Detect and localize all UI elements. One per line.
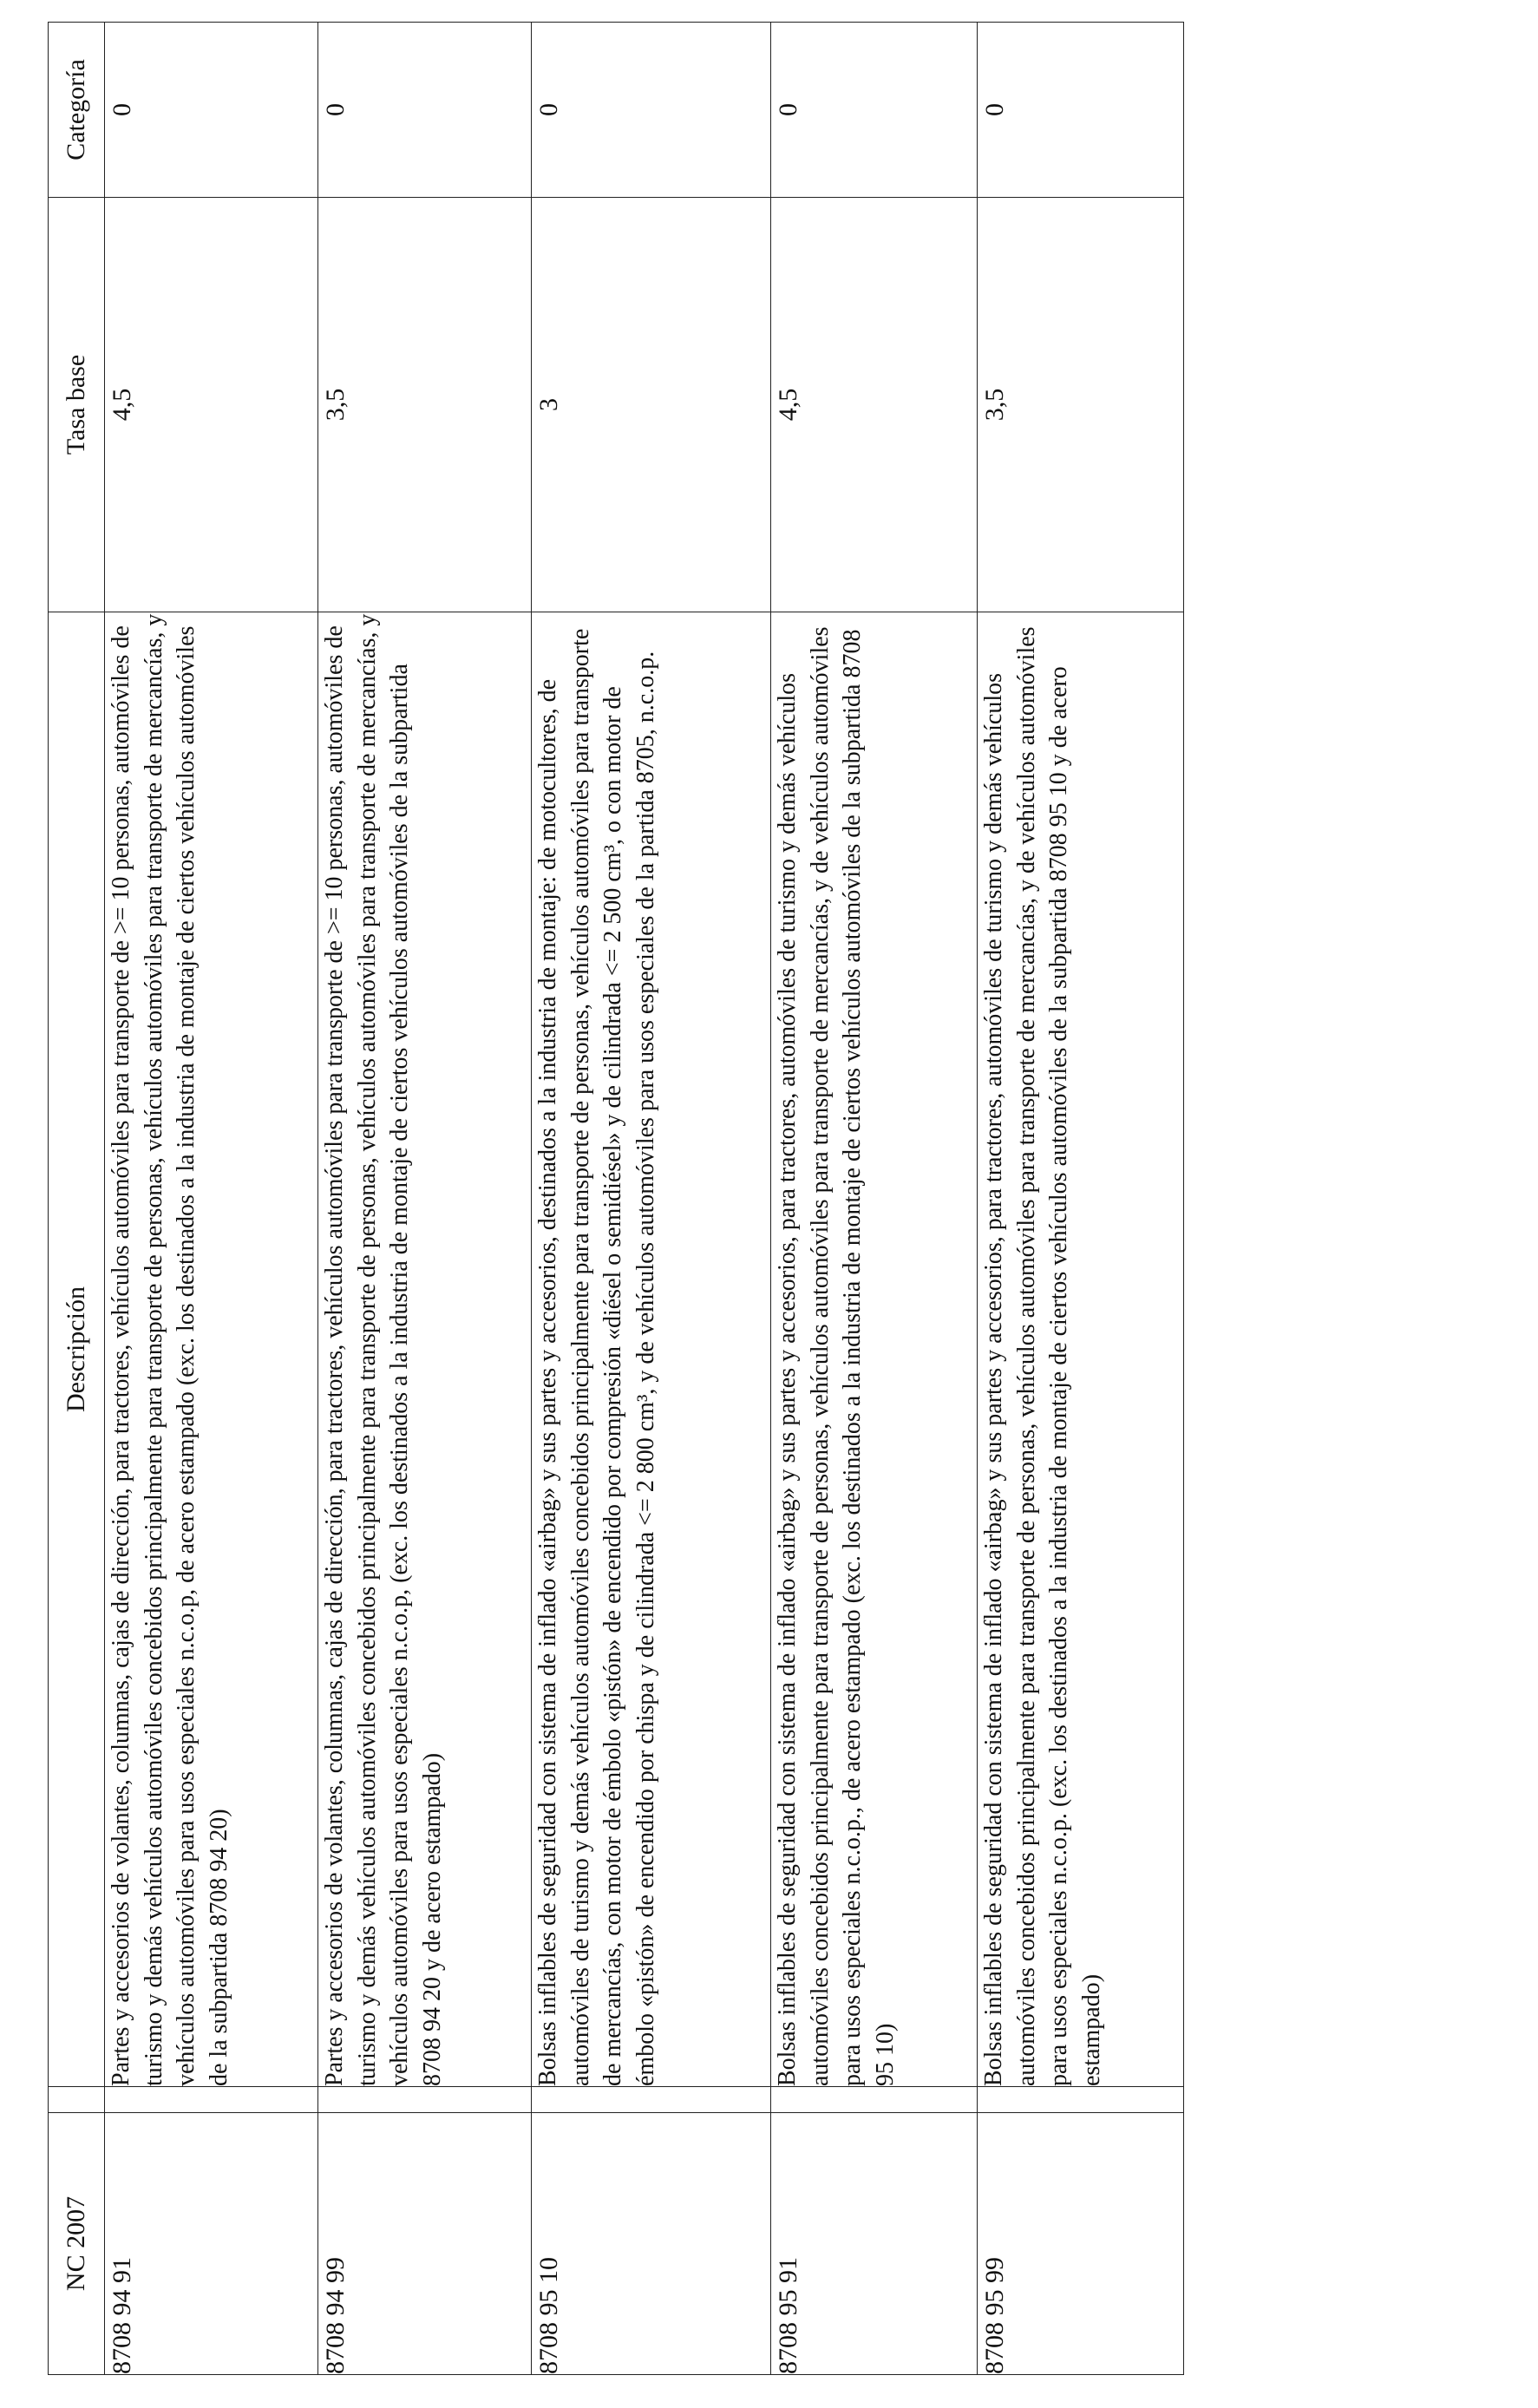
cell-description: Bolsas inflables de seguridad con sistema de inflado «airbag» y sus partes y accesorios, destinados a la industria de montaje: de motocultores, de automóviles de turismo y demás vehículos automóviles concebidos principalmente para transporte de personas, vehículos automóviles para transporte de mercancías, con motor de émbolo «pistón» de encendido por compresión «diésel o semidiésel» y de cilindrada <= 2 500 cm³, o con motor de émbolo «pistón» de encendido por chispa y de cilindrada <= 2 800 cm³, y de vehículos automóviles para usos especiales de la partida 8705, n.c.o.p.	[532, 612, 771, 2087]
cell-base-rate: 3	[532, 198, 771, 612]
header-base-rate: Tasa base	[49, 198, 105, 612]
cell-code: 8708 94 99	[318, 2113, 532, 2375]
cell-base-rate: 3,5	[318, 198, 532, 612]
cell-spacer	[532, 2087, 771, 2113]
cell-description: Bolsas inflables de seguridad con sistema de inflado «airbag» y sus partes y accesorios, para tractores, automóviles de turismo y demás vehículos automóviles concebidos principalmente para transporte de personas, vehículos automóviles para transporte de mercancías, y de vehículos automóviles para usos especiales n.c.o.p. (exc. los destinados a la industria de montaje de ciertos vehículos automóviles de la subpartida 8708 95 10 y de acero estampado)	[978, 612, 1184, 2087]
cell-description: Partes y accesorios de volantes, columnas, cajas de dirección, para tractores, vehículos automóviles para transporte de >= 10 personas, automóviles de turismo y demás vehículos automóviles concebidos principalmente para transporte de personas, vehículos automóviles para transporte de mercancías, y vehículos automóviles para usos especiales n.c.o.p, de acero estampado (exc. los destinados a la industria de montaje de ciertos vehículos automóviles de la subpartida 8708 94 20)	[105, 612, 318, 2087]
cell-spacer	[771, 2087, 978, 2113]
cell-base-rate: 4,5	[771, 198, 978, 612]
cell-category: 0	[978, 23, 1184, 198]
table-header-row	[49, 23, 105, 2375]
cell-description: Bolsas inflables de seguridad con sistema de inflado «airbag» y sus partes y accesorios, para tractores, automóviles de turismo y demás vehículos automóviles concebidos principalmente para transporte de personas, vehículos automóviles para transporte de mercancías, y de vehículos automóviles para usos especiales n.c.o.p., de acero estampado (exc. los destinados a la industria de montaje de ciertos vehículos automóviles de la subpartida 8708 95 10)	[771, 612, 978, 2087]
cell-category: 0	[771, 23, 978, 198]
header-spacer	[49, 2087, 105, 2113]
table-row	[105, 23, 318, 2375]
cell-base-rate: 3,5	[978, 198, 1184, 612]
table-row	[978, 23, 1184, 2375]
cell-code: 8708 95 10	[532, 2113, 771, 2375]
tariff-table	[48, 22, 1184, 2375]
cell-code: 8708 94 91	[105, 2113, 318, 2375]
cell-code: 8708 95 99	[978, 2113, 1184, 2375]
cell-category: 0	[318, 23, 532, 198]
table-row	[318, 23, 532, 2375]
header-category: Categoría	[49, 23, 105, 198]
table-row	[532, 23, 771, 2375]
cell-spacer	[105, 2087, 318, 2113]
table-row	[771, 23, 978, 2375]
rotated-page	[48, 23, 1182, 2375]
cell-base-rate: 4,5	[105, 198, 318, 612]
cell-spacer	[978, 2087, 1184, 2113]
cell-category: 0	[105, 23, 318, 198]
cell-description: Partes y accesorios de volantes, columnas, cajas de dirección, para tractores, vehículos automóviles para transporte de >= 10 personas, automóviles de turismo y demás vehículos automóviles concebidos principalmente para transporte de personas, vehículos automóviles para transporte de mercancías, y vehículos automóviles para usos especiales n.c.o.p, (exc. los destinados a la industria de montaje de ciertos vehículos automóviles de la subpartida 8708 94 20 y de acero estampado)	[318, 612, 532, 2087]
header-code: NC 2007	[49, 2113, 105, 2375]
header-description: Descripción	[49, 612, 105, 2087]
cell-code: 8708 95 91	[771, 2113, 978, 2375]
cell-spacer	[318, 2087, 532, 2113]
cell-category: 0	[532, 23, 771, 198]
